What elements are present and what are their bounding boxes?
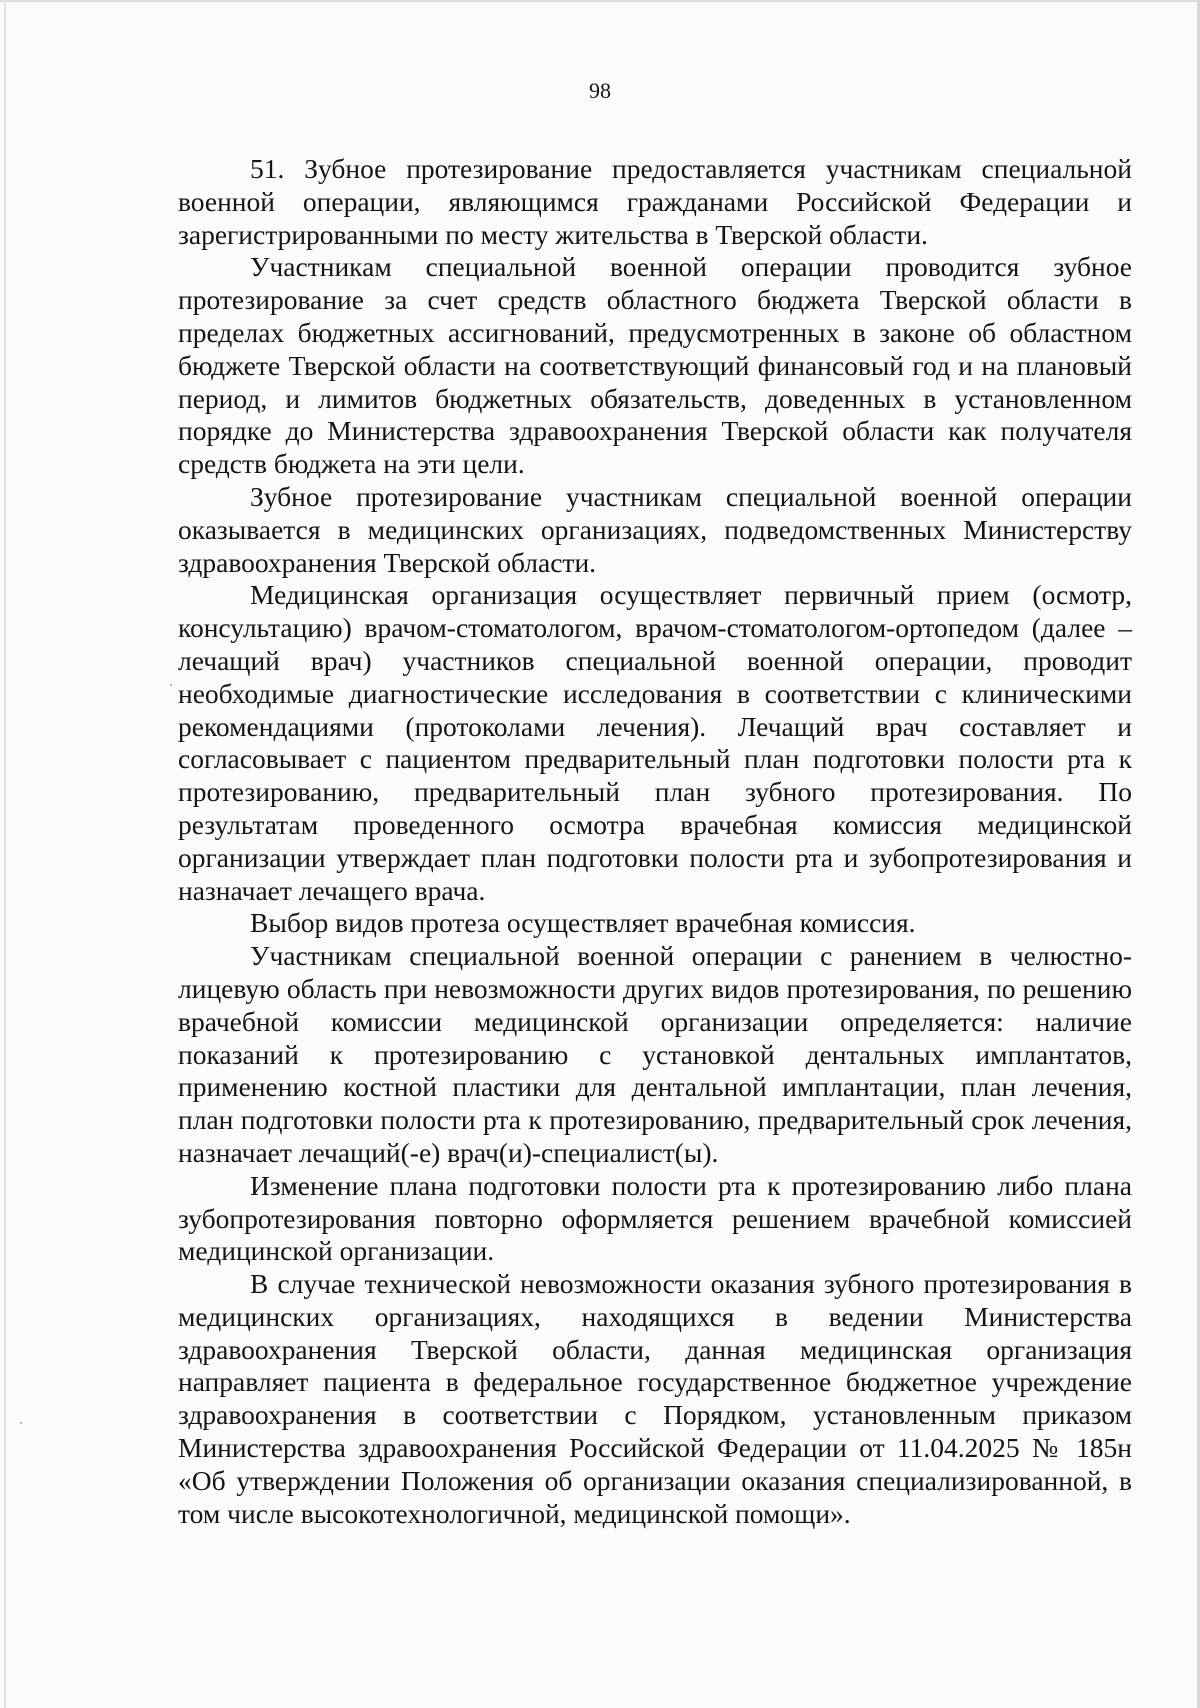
paragraph-5: Выбор видов протеза осуществляет врачебная комиссия. bbox=[250, 907, 916, 939]
scan-speck bbox=[20, 1422, 22, 1424]
paragraph-6: Участникам специальной военной операции с ранением в челюстно-лицевую область при невозможности других видов протезирования, по решению врачебной комиссии медицинской организации определяется: наличие показаний к протезированию с установкой дентальных имплантатов, применению костной пластики для дентальной имплантации, план лечения, план подготовки полости рта к протезированию, предварительный срок лечения, назначает лечащий(-е) врач(и)-специалист(ы). bbox=[178, 940, 1132, 1168]
page-number: 98 bbox=[589, 78, 611, 103]
paragraph-1: 51. Зубное протезирование предоставляется участникам специальной военной операции, являющимся гражданами Российской Федерации и зарегистрированными по месту жительства в Тверской области. bbox=[178, 153, 1132, 250]
paragraph-8: В случае технической невозможности оказания зубного протезирования в медицинских организациях, находящихся в ведении Министерства здравоохранения Тверской области, данная медицинская организация направляет пациента в федеральное государственное бюджетное учреждение здравоохранения в соответствии с Порядком, установленным приказом Министерства здравоохранения Российской Федерации от 11.04.2025 № 185н «Об утверждении Положения об организации оказания специализированной, в том числе высокотехнологичной, медицинской помощи». bbox=[178, 1268, 1132, 1529]
paragraph-3: Зубное протезирование участникам специальной военной операции оказывается в медицинских организациях, подведомственных Министерству здравоохранения Тверской области. bbox=[178, 480, 1132, 578]
scan-edge-left bbox=[4, 0, 6, 1708]
paragraph-7: Изменение плана подготовки полости рта к протезированию либо плана зубопротезирования повторно оформляется решением врачебной комиссией медицинской организации. bbox=[178, 1169, 1132, 1267]
paragraph-4: Медицинская организация осуществляет первичный прием (осмотр, консультацию) врачом-стоматологом, врачом-стоматологом-ортопедом (далее – лечащий врач) участников специальной военной операции, проводит необходимые диагностические исследования в соответствии с клиническими рекомендациями (протоколами лечения). Лечащий врач составляет и согласовывает с пациентом предварительный план подготовки полости рта к протезированию, предварительный план зубного протезирования. По результатам проведенного осмотра врачебная комиссия медицинской организации утверждает план подготовки полости рта и зубопротезирования и назначает лечащего врача. bbox=[178, 579, 1132, 906]
document-body bbox=[178, 153, 1132, 1530]
scan-edge-top bbox=[0, 0, 1200, 2]
scan-speck bbox=[170, 684, 172, 686]
paragraph-2: Участникам специальной военной операции проводится зубное протезирование за счет средств областного бюджета Тверской области в пределах бюджетных ассигнований, предусмотренных в законе об областном бюджете Тверской области на соответствующий финансовый год и на плановый период, и лимитов бюджетных обязательств, доведенных в установленном порядке до Министерства здравоохранения Тверской области как получателя средств бюджета на эти цели. bbox=[178, 251, 1132, 480]
